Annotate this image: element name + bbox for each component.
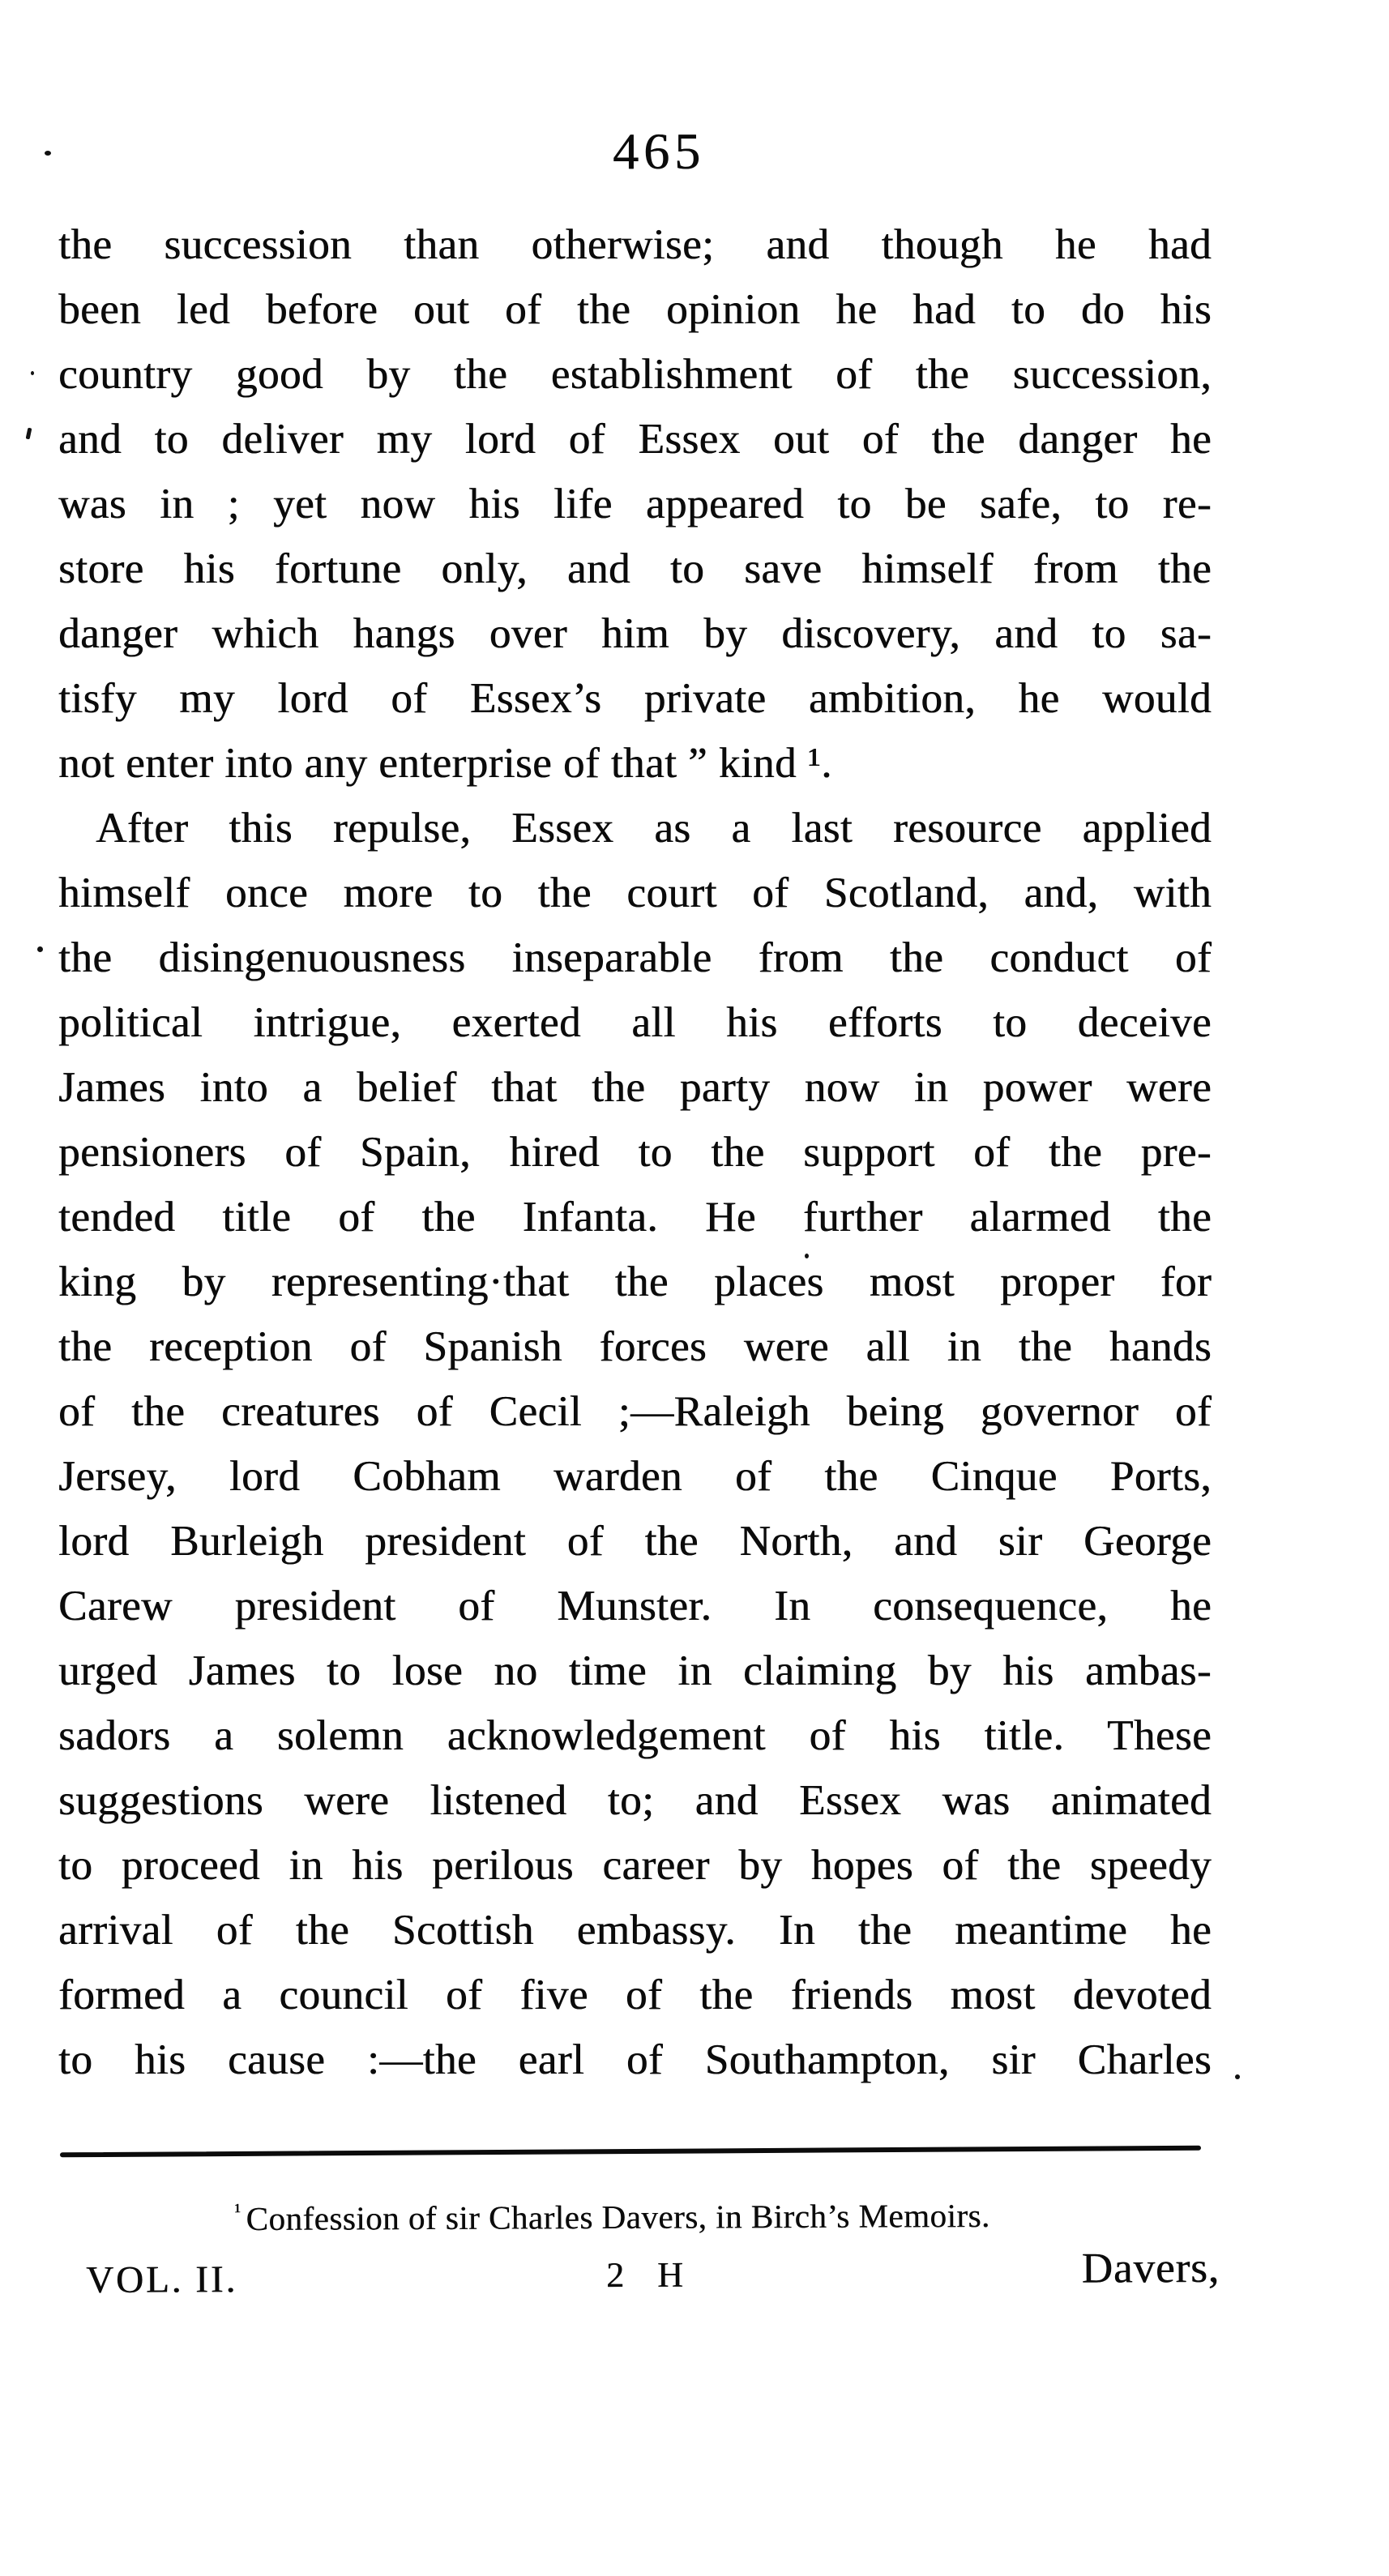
text-line: himself once more to the court of Scotland, and, with: [58, 869, 1212, 916]
text-line: store his fortune only, and to save himself from the: [58, 545, 1212, 592]
text-line: arrival of the Scottish embassy. In the meantime he: [58, 1907, 1212, 1954]
text-line: lord Burleigh president of the North, and sir George: [58, 1518, 1212, 1565]
footnote-rule: [60, 2146, 1201, 2158]
text-line: James into a belief that the party now in power were: [58, 1064, 1212, 1111]
ink-speck: [45, 151, 51, 156]
text-line: After this repulse, Essex as a last resource applied: [96, 805, 1212, 852]
text-line: sadors a solemn acknowledgement of his title. These: [58, 1712, 1212, 1759]
text-line: was in ; yet now his life appeared to be safe, to re-: [58, 481, 1212, 528]
footnote-text: Confession of sir Charles Davers, in Birch’s Memoirs.: [246, 2196, 990, 2237]
text-line: to his cause :—the earl of Southampton, sir Charles: [58, 2036, 1212, 2083]
text-line: Carew president of Munster. In consequence, he: [58, 1583, 1212, 1630]
text-line: danger which hangs over him by discovery, and to sa-: [58, 610, 1212, 657]
text-line: of the creatures of Cecil ;—Raleigh being governor of: [58, 1388, 1212, 1435]
text-line: urged James to lose no time in claiming by his ambas-: [58, 1647, 1212, 1694]
signature-mark: 2 H: [605, 2254, 685, 2296]
text-line: political intrigue, exerted all his efforts to deceive: [58, 999, 1212, 1046]
text-line: formed a council of five of the friends most devoted: [58, 1972, 1212, 2019]
text-line: to proceed in his perilous career by hopes of the speedy: [58, 1842, 1212, 1889]
text-line: country good by the establishment of the succession,: [58, 351, 1212, 398]
volume-label: VOL. II.: [85, 2258, 238, 2301]
text-line: the disingenuousness inseparable from the conduct of: [58, 934, 1212, 981]
page-number: 465: [613, 122, 705, 180]
footnote-marker: ¹: [234, 2199, 241, 2224]
body-text: [58, 212, 1212, 2092]
ink-speck: [37, 946, 43, 952]
catchword: Davers,: [1081, 2244, 1220, 2292]
paragraph-2: [58, 796, 1212, 2092]
text-line: been led before out of the opinion he had to do his: [58, 286, 1212, 333]
footnote: [36, 2195, 1189, 2239]
ink-speck: [26, 428, 32, 440]
text-line: suggestions were listened to; and Essex was animated: [58, 1777, 1212, 1824]
ink-speck: [805, 1254, 809, 1258]
text-line: the reception of Spanish forces were all in the hands: [58, 1323, 1212, 1370]
paragraph-1: [58, 212, 1212, 796]
text-line: king by representing·that the places most proper for: [58, 1258, 1212, 1305]
page-footer: [58, 2244, 1220, 2305]
text-line: the succession than otherwise; and though he had: [58, 221, 1212, 268]
text-line: and to deliver my lord of Essex out of the danger he: [58, 416, 1212, 463]
text-line: tended title of the Infanta. He further alarmed the: [58, 1194, 1212, 1241]
text-line: Jersey, lord Cobham warden of the Cinque Ports,: [58, 1453, 1212, 1500]
ink-speck: [31, 371, 34, 375]
text-line: pensioners of Spain, hired to the support of the pre-: [58, 1129, 1212, 1176]
text-line: tisfy my lord of Essex’s private ambition, he would: [58, 675, 1212, 722]
text-line: not enter into any enterprise of that ” kind ¹.: [58, 740, 832, 787]
ink-speck: [1235, 2074, 1240, 2079]
